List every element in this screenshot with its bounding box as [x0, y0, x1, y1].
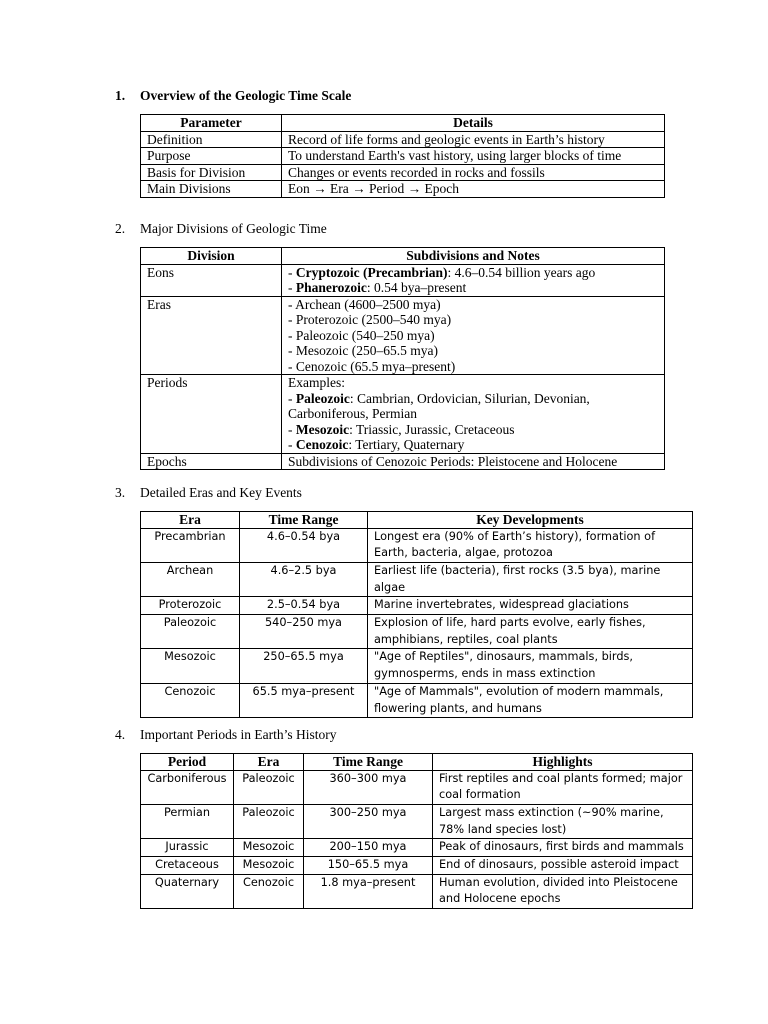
table-cell: 250–65.5 mya	[240, 649, 368, 683]
table-cell: Paleozoic	[141, 615, 240, 649]
table-cell: 2.5–0.54 bya	[240, 597, 368, 615]
table-cell: Largest mass extinction (~90% marine, 78% land species lost)	[433, 804, 693, 838]
table-cell: Precambrian	[141, 528, 240, 562]
table-row	[141, 164, 665, 181]
column-header: Era	[234, 754, 304, 771]
table-row	[141, 683, 693, 717]
table-row	[141, 597, 693, 615]
table-cell: End of dinosaurs, possible asteroid impact	[433, 857, 693, 875]
table-cell: 540–250 mya	[240, 615, 368, 649]
column-header: Time Range	[304, 754, 433, 771]
periods-table	[140, 753, 693, 909]
table-cell: 200–150 mya	[304, 839, 433, 857]
table-cell: "Age of Mammals", evolution of modern mammals, flowering plants, and humans	[368, 683, 693, 717]
table-row	[141, 649, 693, 683]
table-cell: 65.5 mya–present	[240, 683, 368, 717]
section-heading-4	[115, 727, 336, 743]
note-line: - Mesozoic: Triassic, Jurassic, Cretaceous	[288, 421, 515, 437]
section-title: Detailed Eras and Key Events	[140, 485, 302, 500]
table-cell: First reptiles and coal plants formed; major coal formation	[433, 770, 693, 804]
section-number: 2.	[115, 221, 126, 236]
table-cell: 300–250 mya	[304, 804, 433, 838]
table-row	[141, 375, 665, 454]
table-cell: Paleozoic	[234, 804, 304, 838]
table-row	[141, 770, 693, 804]
note-line: Examples:	[288, 375, 345, 390]
table-row	[141, 804, 693, 838]
table-row	[141, 857, 693, 875]
table-cell: Peak of dinosaurs, first birds and mammals	[433, 839, 693, 857]
table-cell	[282, 375, 665, 454]
section-heading-2	[115, 221, 327, 237]
note-line: - Cenozoic: Tertiary, Quaternary	[288, 437, 465, 452]
table-cell: Human evolution, divided into Pleistocene and Holocene epochs	[433, 874, 693, 908]
column-header: Subdivisions and Notes	[282, 248, 665, 265]
column-header: Parameter	[141, 115, 282, 132]
table-cell: Cenozoic	[141, 683, 240, 717]
section-title: Major Divisions of Geologic Time	[140, 221, 327, 236]
table-cell: Periods	[141, 375, 282, 454]
column-header: Time Range	[240, 512, 368, 529]
section-heading-3	[115, 485, 302, 501]
table-row	[141, 264, 665, 296]
table-cell: Earliest life (bacteria), first rocks (3.5 bya), marine algae	[368, 562, 693, 596]
column-header: Division	[141, 248, 282, 265]
note-line: - Phanerozoic: 0.54 bya–present	[288, 280, 467, 295]
table-row	[141, 296, 665, 375]
table-cell	[282, 264, 665, 296]
table-header-row	[141, 115, 665, 132]
table-cell: Basis for Division	[141, 164, 282, 181]
table-row	[141, 528, 693, 562]
table-cell: 4.6–2.5 bya	[240, 562, 368, 596]
table-row	[141, 181, 665, 198]
table-cell: Cretaceous	[141, 857, 234, 875]
table-cell: Subdivisions of Cenozoic Periods: Pleistocene and Holocene	[282, 453, 665, 470]
note-line: - Cenozoic (65.5 mya–present)	[288, 358, 456, 374]
table-cell: Purpose	[141, 148, 282, 165]
section-number: 1.	[115, 88, 126, 103]
table-row	[141, 148, 665, 165]
column-header: Key Developments	[368, 512, 693, 529]
overview-table	[140, 114, 665, 198]
table-row	[141, 562, 693, 596]
table-cell: 4.6–0.54 bya	[240, 528, 368, 562]
column-header: Period	[141, 754, 234, 771]
table-header-row	[141, 512, 693, 529]
table-header-row	[141, 248, 665, 265]
table-cell: 1.8 mya–present	[304, 874, 433, 908]
table-cell: Changes or events recorded in rocks and fossils	[282, 164, 665, 181]
note-line: - Archean (4600–2500 mya)	[288, 296, 441, 312]
table-row	[141, 839, 693, 857]
table-cell: Marine invertebrates, widespread glaciations	[368, 597, 693, 615]
table-row	[141, 615, 693, 649]
table-cell: Main Divisions	[141, 181, 282, 198]
table-cell: Eons	[141, 264, 282, 296]
note-line: Carboniferous, Permian	[288, 406, 417, 421]
table-cell: Carboniferous	[141, 770, 234, 804]
section-title: Important Periods in Earth’s History	[140, 727, 337, 742]
eras-table	[140, 511, 693, 718]
table-row	[141, 453, 665, 470]
note-line: - Proterozoic (2500–540 mya)	[288, 312, 452, 327]
table-cell: Jurassic	[141, 839, 234, 857]
section-number: 4.	[115, 727, 126, 742]
table-cell: Mesozoic	[234, 857, 304, 875]
table-cell: Epochs	[141, 453, 282, 470]
table-cell: Archean	[141, 562, 240, 596]
table-cell: 150–65.5 mya	[304, 857, 433, 875]
table-cell: Mesozoic	[141, 649, 240, 683]
table-cell: Paleozoic	[234, 770, 304, 804]
table-cell: To understand Earth's vast history, using larger blocks of time	[282, 148, 665, 165]
table-cell: Definition	[141, 131, 282, 148]
table-cell: Record of life forms and geologic events in Earth’s history	[282, 131, 665, 148]
table-cell: Eon → Era → Period → Epoch	[282, 181, 665, 198]
section-heading-1	[115, 88, 351, 104]
table-cell: Mesozoic	[234, 839, 304, 857]
note-line: - Cryptozoic (Precambrian): 4.6–0.54 billion years ago	[288, 264, 596, 280]
table-cell: Proterozoic	[141, 597, 240, 615]
column-header: Era	[141, 512, 240, 529]
column-header: Details	[282, 115, 665, 132]
divisions-table	[140, 247, 665, 470]
section-title: Overview of the Geologic Time Scale	[140, 88, 352, 103]
table-cell: "Age of Reptiles", dinosaurs, mammals, birds, gymnosperms, ends in mass extinction	[368, 649, 693, 683]
table-cell	[282, 296, 665, 375]
table-cell: Longest era (90% of Earth’s history), formation of Earth, bacteria, algae, protozoa	[368, 528, 693, 562]
table-cell: Quaternary	[141, 874, 234, 908]
column-header: Highlights	[433, 754, 693, 771]
table-cell: Cenozoic	[234, 874, 304, 908]
section-number: 3.	[115, 485, 126, 500]
table-row	[141, 131, 665, 148]
table-row	[141, 874, 693, 908]
table-cell: Explosion of life, hard parts evolve, early fishes, amphibians, reptiles, coal plants	[368, 615, 693, 649]
table-cell: Permian	[141, 804, 234, 838]
note-line: - Mesozoic (250–65.5 mya)	[288, 343, 438, 358]
table-header-row	[141, 754, 693, 771]
table-cell: 360–300 mya	[304, 770, 433, 804]
note-line: - Paleozoic (540–250 mya)	[288, 327, 435, 343]
note-line: - Paleozoic: Cambrian, Ordovician, Silurian, Devonian,	[288, 390, 590, 406]
table-cell: Eras	[141, 296, 282, 375]
